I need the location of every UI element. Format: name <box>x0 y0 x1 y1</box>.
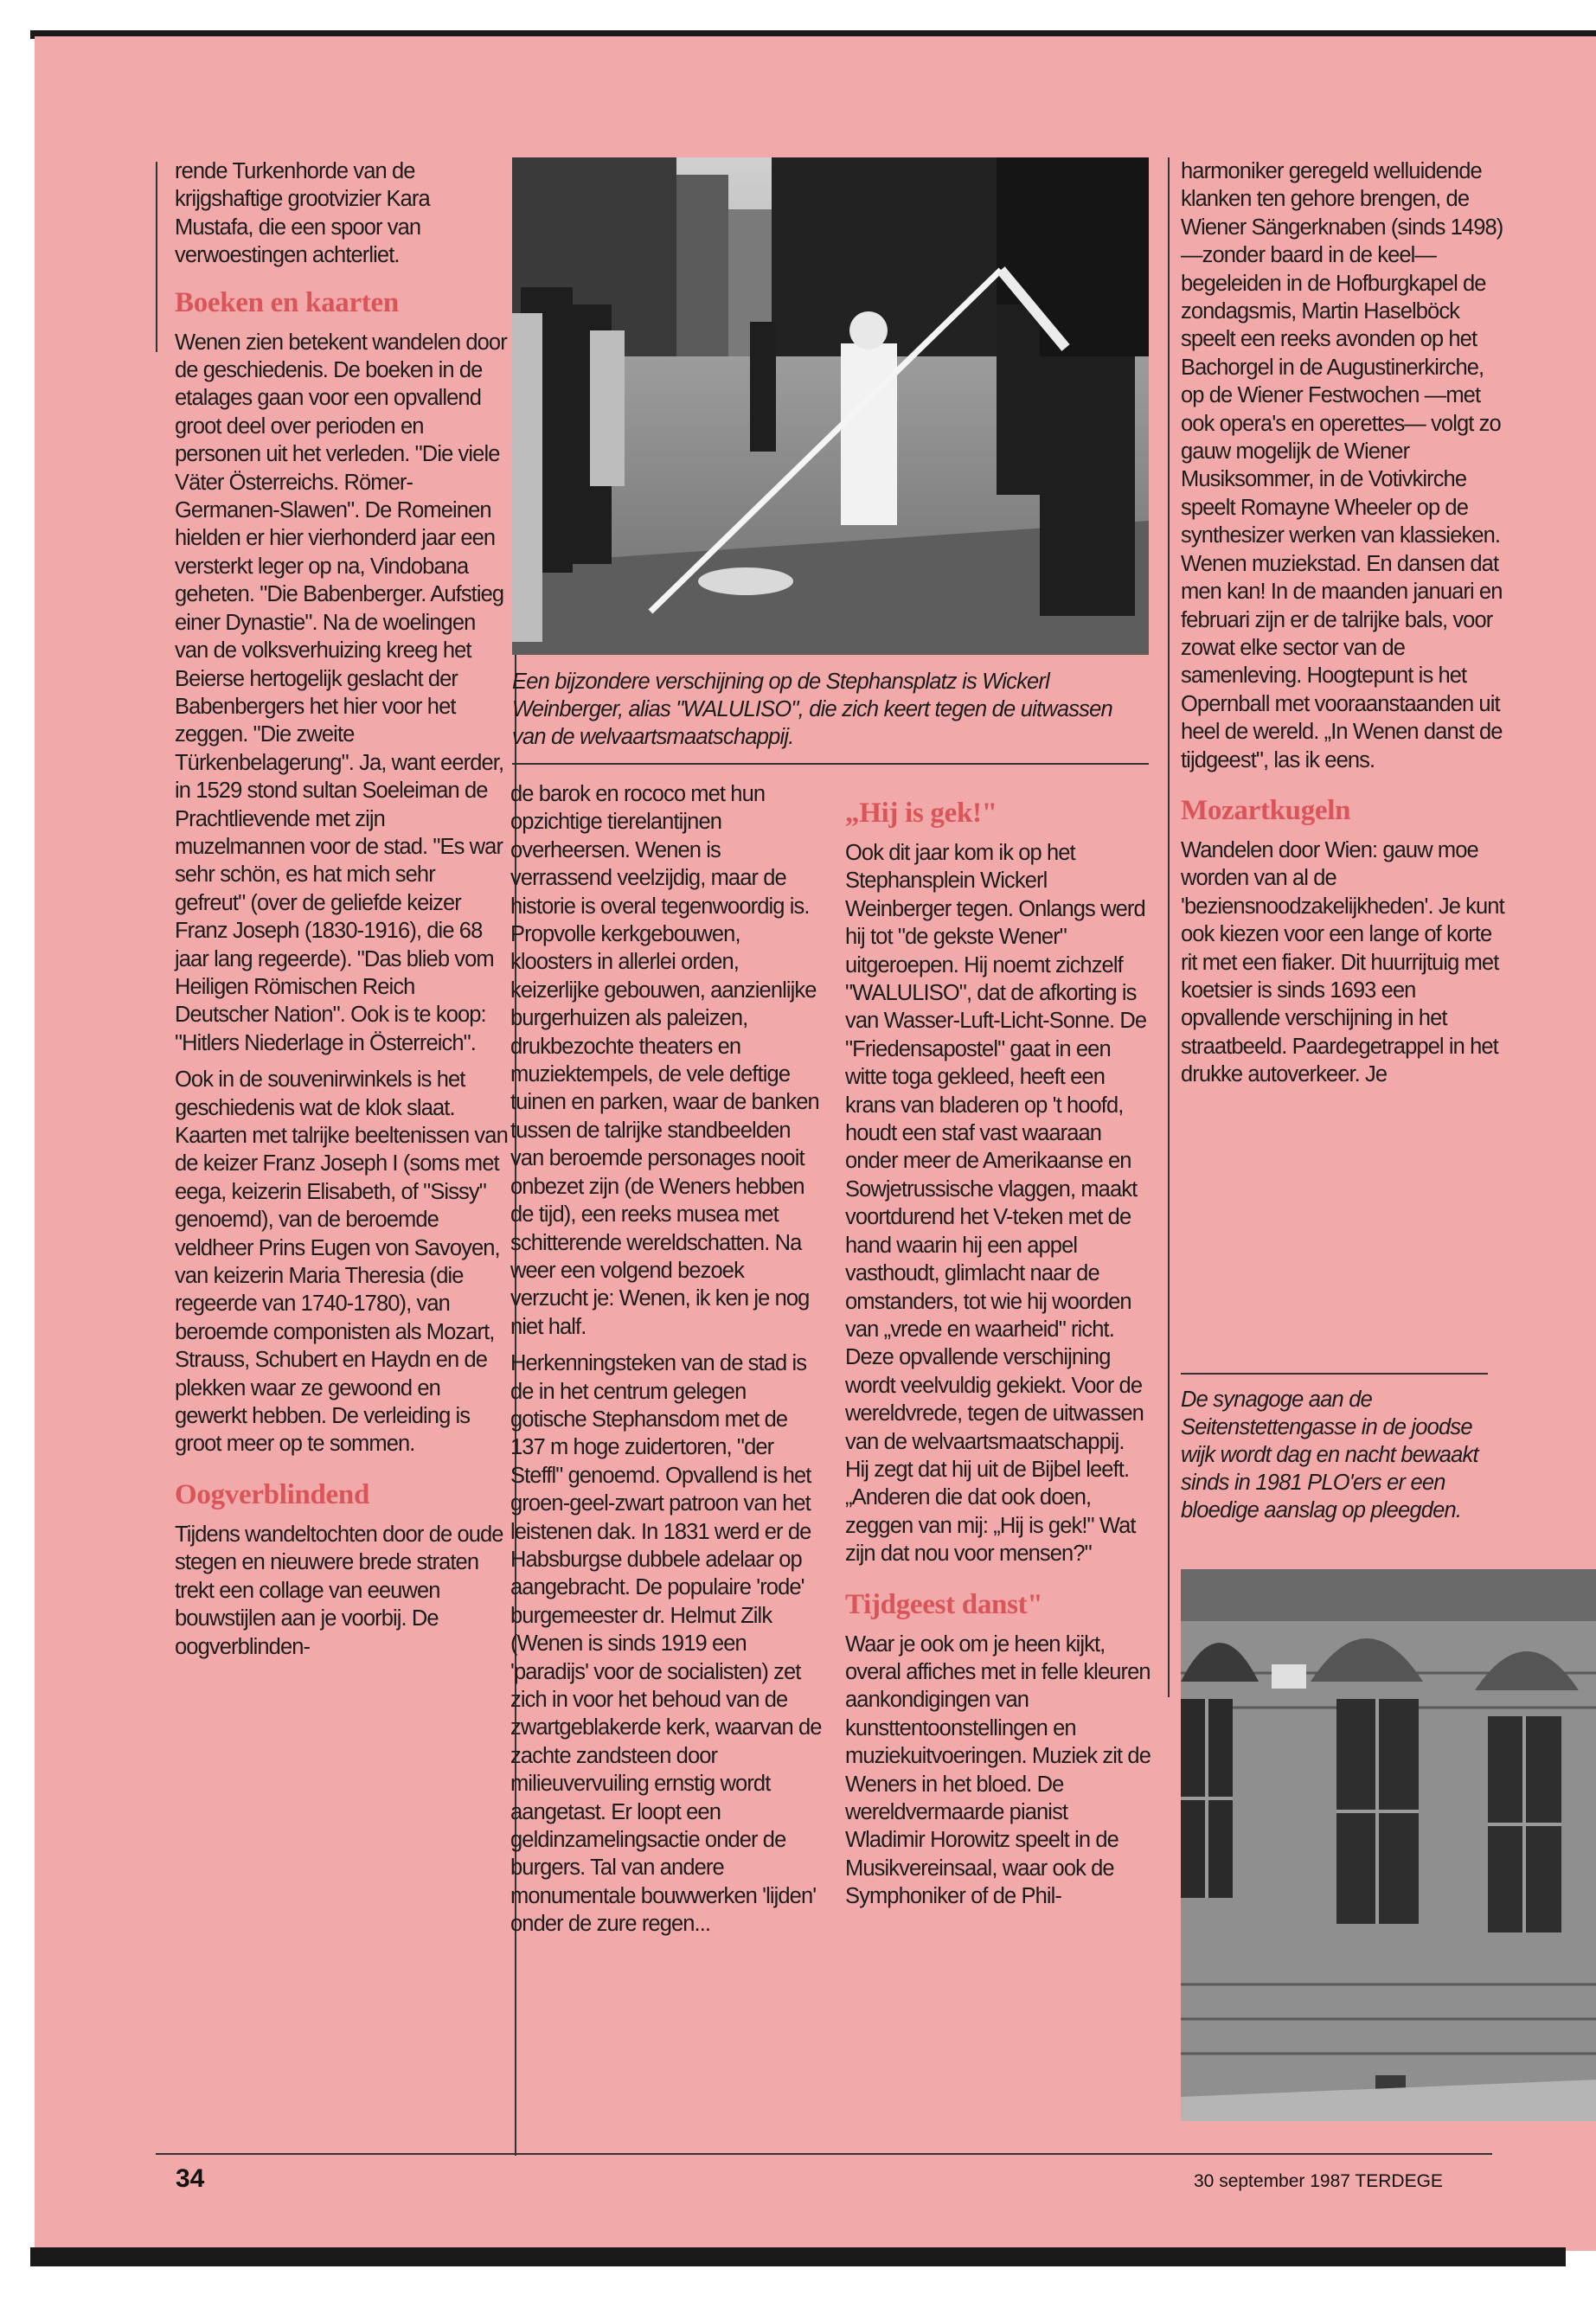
caption-rule-1 <box>512 763 1149 765</box>
photo1-caption: Een bijzondere verschijning op de Stephansplatz is Wickerl Weinberger, alias "WALULISO", die zich keert tegen de uitwassen van de welvaartsmaatschappij. <box>512 670 1112 749</box>
heading-hij-is-gek: „Hij is gek!" <box>845 798 997 829</box>
heading-oogverblindend: Oogverblindend <box>175 1478 370 1510</box>
col1-paragraph-2: Ook in de souvenirwinkels is het geschiedenis wat de klok slaat. Kaarten met talrijke beeltenissen van de keizer Franz Joseph I (soms met eega, keizerin Elisabeth, of "Sissy" genoemd), van de beroemde veldheer Prins Eugen von Savoyen, van keizerin Maria Theresia (die regeerde van 1740-1780), van beroemde componisten als Mozart, Strauss, Schubert en Haydn en de plekken waar ze gewoond en gewerkt hebben. De verleiding is groot meer op te sommen. <box>175 1067 508 1457</box>
col3-paragraph-2: Waar je ook om je heen kijkt, overal affiches met in felle kleuren aankondigingen van kunsttentoonstellingen en muziekuitvoeringen. Muziek zit de Weners in het bloed. De wereldvermaarde pianist Wladimir Horowitz speelt in de Musikvereinsaal, waar ook de Symphoniker of de Phil- <box>845 1631 1151 1909</box>
col1-paragraph-0: rende Turkenhorde van de krijgshaftige grootvizier Kara Mustafa, die een spoor van verwoestingen achterliet. <box>175 159 430 268</box>
col1-paragraph-3: Tijdens wandeltochten door de oude stegen en nieuwere brede straten trekt een collage van eeuwen bouwstijlen aan je voorbij. De oogverblinden- <box>175 1522 503 1659</box>
heading-boeken-en-kaarten: Boeken en kaarten <box>175 286 399 318</box>
column-3 <box>845 780 1152 1920</box>
column-2 <box>510 780 822 1947</box>
column-1 <box>175 157 508 1670</box>
caption-rule-2 <box>1181 1373 1488 1375</box>
column-divider-3 <box>1168 157 1170 1697</box>
heading-mozartkugeln: Mozartkugeln <box>1181 794 1351 826</box>
footer-date: 30 september 1987 TERDEGE <box>1194 2171 1443 2191</box>
col3-paragraph-1: Ook dit jaar kom ik op het Stephansplein Wickerl Weinberger tegen. Onlangs werd hij tot "de gekste Wener" uitgeroepen. Hij noemt zichzelf "WALULISO", dat de afkorting is van Wasser-Luft-Licht-Sonne. De "Friedensapostel" gaat in een witte toga gekleed, heeft een krans van bladeren op 't hoofd, houdt een staf vast waaraan onder meer de Amerikaanse en Sowjetrussische vlaggen, maakt voortdurend het V-teken met de hand waarin hij een appel vasthoudt, glimlacht naar de omstanders, tot wie hij woorden van „vrede en waarheid" richt. Deze opvallende verschijning wordt veelvuldig gekiekt. Voor de wereldvrede, tegen de uitwassen van de welvaartsmaatschappij. Hij zegt dat hij uit de Bijbel leeft. „Anderen die dat ook doen, zeggen van mij: „Hij is gek!" Wat zijn dat nou voor mensen?" <box>845 841 1147 1567</box>
page-number: 34 <box>176 2164 205 2193</box>
photo-synagogue-facade <box>1181 1569 1596 2121</box>
magazine-page <box>35 36 1596 2251</box>
column-divider-1 <box>156 162 157 352</box>
scan-edge-bottom <box>30 2247 1566 2266</box>
footer-rule <box>156 2153 1492 2155</box>
col2-paragraph-1: de barok en rococo met hun opzichtige tierelantijnen overheersen. Wenen is verrassend veelzijdig, maar de historie is overal tegenwoordig is. Propvolle kerkgebouwen, kloosters in allerlei orden, keizerlijke gebouwen, aanzienlijke burgerhuizen als paleizen, drukbezochte theaters en muziektempels, de vele deftige tuinen en parken, waar de banken tussen de talrijke standbeelden van beroemde personages nooit onbezet zijn (de Weners hebben de tijd), een reeks musea met schitterende wereldschatten. Na weer een volgend bezoek verzucht je: Wenen, ik ken je nog niet half. <box>510 782 819 1339</box>
heading-tijdgeest-danst: Tijdgeest danst" <box>845 1588 1043 1620</box>
photo2-caption: De synagoge aan de Seitenstettengasse in de joodse wijk wordt dag en nacht bewaakt sinds in 1981 PLO'ers er een bloedige aanslag op pleegden. <box>1181 1388 1478 1522</box>
col4-paragraph-1: harmoniker geregeld welluidende klanken ten gehore brengen, de Wiener Sängerknaben (sinds 1498) —zonder baard in de keel— begeleiden in de Hofburgkapel de zondagsmis, Martin Haselböck speelt een reeks avonden op het Bachorgel in de Augustinerkirche, op de Wiener Festwochen —met ook opera's en operettes— volgt zo gauw mogelijk de Wiener Musiksommer, in de Votivkirche speelt Romayne Wheeler op de synthesizer werken van klassieken. Wenen muziekstad. En dansen dat men kan! In de maanden januari en februari zijn er de talrijke bals, voor zowat elke sector van de samenleving. Hoogtepunt is het Opernball met vooraanstaanden uit heel de wereld. „In Wenen danst de tijdgeest", las ik eens. <box>1181 159 1503 772</box>
col2-paragraph-2: Herkenningsteken van de stad is de in het centrum gelegen gotische Stephansdom met de 137 m hoge zuidertoren, "der Steffl" genoemd. Opvallend is het groen-geel-zwart patroon van het leistenen dak. In 1831 werd er de Habsburgse dubbele adelaar op aangebracht. De populaire 'rode' burgemeester dr. Helmut Zilk (Wenen is sinds 1919 een 'paradijs' voor de socialisten) zet zich in voor het behoud van de zwartgeblakerde kerk, waarvan de zachte zandsteen door milieuvervuiling ernstig wordt aangetast. Er loopt een geldinzamelingsactie onder de burgers. Tal van andere monumentale bouwwerken 'lijden' onder de zure regen... <box>510 1351 822 1937</box>
col1-paragraph-1: Wenen zien betekent wandelen door de geschiedenis. De boeken in de etalages gaan voor een opvallend groot deel over perioden en personen uit het verleden. "Die viele Väter Österreichs. Römer-Germanen-Slawen". De Romeinen hielden er hier vierhonderd jaar een versterkt leger op na, Vindobana geheten. "Die Babenberger. Aufstieg einer Dynastie". Na de woelingen van de volksverhuizing kreeg het Beierse hertogelijk geslacht der Babenbergers het hier voor het zeggen. "Die zweite Türkenbelagerung". Ja, want eerder, in 1529 stond sultan Soeleiman de Prachtlievende met zijn muzelmannen voor de stad. "Es war sehr schön, es hat mich sehr gefreut" (over de geliefde keizer Franz Joseph (1830-1916), die 68 jaar lang regeerde). "Das blieb vom Heiligen Römischen Reich Deutscher Nation". Ook is te koop: "Hitlers Niederlage in Österreich". <box>175 330 507 1055</box>
photo-stephansplatz-image <box>512 157 1149 655</box>
photo-synagogue-image <box>1181 1569 1596 2121</box>
photo-stephansplatz-waluliso <box>512 157 1149 655</box>
col4-paragraph-2: Wandelen door Wien: gauw moe worden van al de 'beziensnoodzakelijkheden'. Je kunt ook kiezen voor een lange of korte rit met een fiaker. Dit huurrijtuig met koetsier is sinds 1693 een opvallende verschijning in het straatbeeld. Paardegetrappel in het drukke autoverkeer. Je <box>1181 837 1504 1087</box>
column-4 <box>1181 157 1505 1098</box>
